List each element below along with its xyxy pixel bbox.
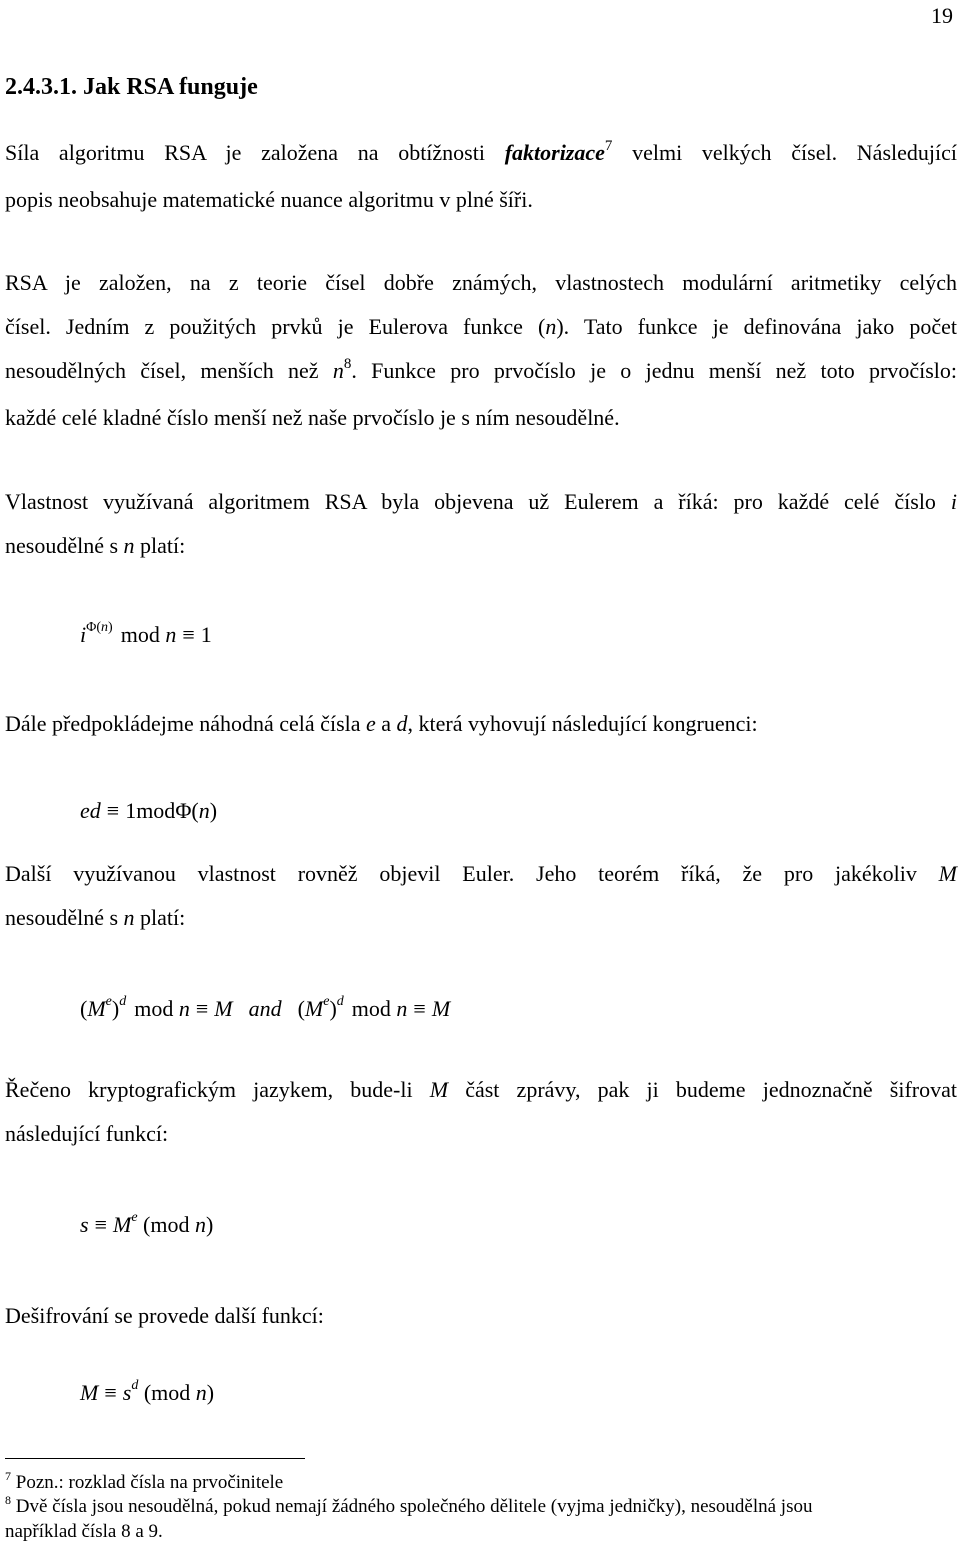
equation-encrypt-decrypt: $(Me)^d$ mod n ≡ M and $(Me)^d$ mod n ≡ M xyxy=(80,994,451,1021)
paragraph-euler-line-1: RSA je založen, na z teorie čísel dobře známých, vlastnostech modulární aritmetiky celých xyxy=(5,270,957,295)
equation-congruence: ed ≡ 1modΦ(n) xyxy=(80,798,218,823)
paragraph-decryption: Dešifrování se provede další funkcí: xyxy=(5,1303,324,1328)
equation-euler-theorem: $i^{\Phi(n)}$ mod n ≡ 1 xyxy=(80,620,212,647)
paragraph-intro-line-1: Síla algoritmu RSA je založena na obtížnosti faktorizace$^7$ velmi velkých čísel. Následující xyxy=(5,138,957,165)
paragraph-euler-line-3: nesoudělných čísel, menších než $n^8$. Funkce pro prvočíslo je o jednu menší než toto prvočíslo: xyxy=(5,356,957,383)
paragraph-random-numbers: Dále předpokládejme náhodná celá čísla e a d, která vyhovují následující kongruenci: xyxy=(5,711,758,736)
footnote-ref-7: 7 xyxy=(604,138,613,154)
term-faktorizace: faktorizace xyxy=(504,140,605,165)
paragraph-euler-line-4: každé celé kladné číslo menší než naše prvočíslo je s ním nesoudělné. xyxy=(5,405,620,430)
section-heading: 2.4.3.1. Jak RSA funguje xyxy=(5,74,258,100)
paragraph-euler-theorem xyxy=(5,852,957,940)
footnote-7: $^7$ Pozn.: rozklad čísla na prvočinitele xyxy=(5,1469,284,1493)
footnote-8: $^8$ Dvě čísla jsou nesoudělná, pokud nemají žádného společného dělitele (vyjma jedničky), nesoudělná jsou například čísla 8 a 9. xyxy=(5,1493,813,1542)
footnote-separator xyxy=(5,1458,305,1459)
paragraph-encryption xyxy=(5,1068,957,1156)
paragraph-intro xyxy=(5,131,957,222)
paragraph-encryption-line-2: následující funkcí: xyxy=(5,1121,169,1146)
paragraph-encryption-line-1: Řečeno kryptografickým jazykem, bude-li M část zprávy, pak ji budeme jednoznačně šifrovat xyxy=(5,1077,957,1102)
equation-decryption: $M \equiv s^d$ (mod n) xyxy=(80,1378,215,1405)
paragraph-intro-line-2: popis neobsahuje matematické nuance algoritmu v plné šíři. xyxy=(5,187,533,212)
paragraph-euler-line-2: čísel. Jedním z použitých prvků je Eulerova funkce (n). Tato funkce je definována jako počet xyxy=(5,314,957,339)
equation-encryption: $s \equiv M^e$ (mod n) xyxy=(80,1210,214,1237)
paragraph-theorem-line-2: nesoudělné s n platí: xyxy=(5,905,186,930)
footnote-ref-8: 8 xyxy=(343,356,352,372)
paragraph-theorem-line-1: Další využívanou vlastnost rovněž objevil Euler. Jeho teorém říká, že pro jakékoliv M xyxy=(5,861,957,886)
paragraph-property-line-2: nesoudělné s n platí: xyxy=(5,533,186,558)
paragraph-euler-function xyxy=(5,261,957,440)
paragraph-euler-property xyxy=(5,480,957,568)
page-number: 19 xyxy=(931,3,953,28)
paragraph-property-line-1: Vlastnost využívaná algoritmem RSA byla objevena už Eulerem a říká: pro každé celé číslo i xyxy=(5,489,957,514)
